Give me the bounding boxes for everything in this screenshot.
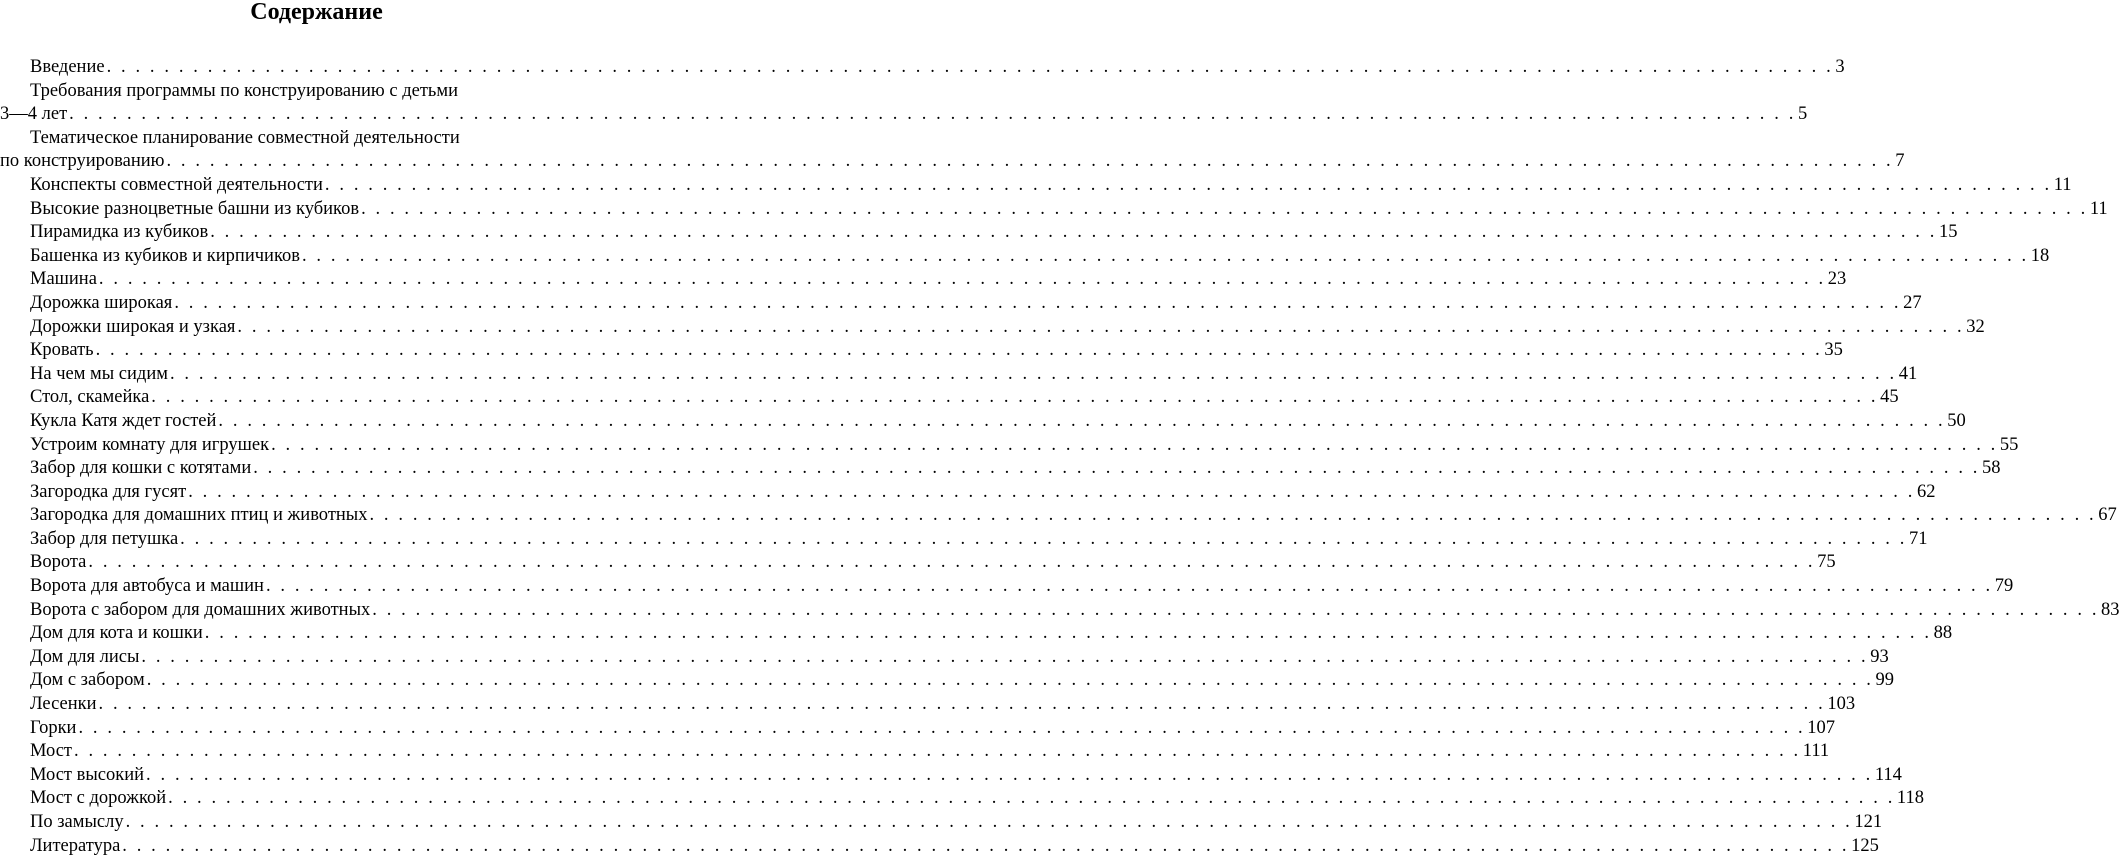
page-number: 125 xyxy=(1851,835,1879,856)
page-number: 7 xyxy=(1895,151,1905,172)
toc-line xyxy=(0,457,2001,481)
toc-line xyxy=(0,410,1966,434)
entry-title: Устроим комнату для игрушек xyxy=(30,434,270,455)
toc-entry[interactable] xyxy=(0,599,2120,623)
entry-title: Мост высокий xyxy=(30,764,145,785)
dot-leader: . . . . . . . . . . . . . . . . . . . . . . . . . . . . . . . . . . . . . . . . . . . . . . . . . . . . . . . . . . . . . . . . . . . . . . . . . . . . . . . . . . . . . . . . . . . . . . . . . . . . . . . . . . . . . . . . . . . . . . . . xyxy=(69,104,1796,125)
toc-line xyxy=(0,292,1922,316)
toc-entry[interactable] xyxy=(0,386,1899,410)
entry-title: Забор для петушка xyxy=(30,528,179,549)
entry-title: Башенка из кубиков и кирпичиков xyxy=(30,245,300,266)
dot-leader: . . . . . . . . . . . . . . . . . . . . . . . . . . . . . . . . . . . . . . . . . . . . . . . . . . . . . . . . . . . . . . . . . . . . . . . . . . . . . . . . . . . . . . . . . . . . . . . . . . . . . . . . . . . . . . . . . . . . . . . . xyxy=(301,245,2029,266)
page-number: 15 xyxy=(1938,222,1958,243)
entry-title: Кровать xyxy=(30,340,94,361)
dot-leader: . . . . . . . . . . . . . . . . . . . . . . . . . . . . . . . . . . . . . . . . . . . . . . . . . . . . . . . . . . . . . . . . . . . . . . . . . . . . . . . . . . . . . . . . . . . . . . . . . . . . . . . . . . . . . . . . . . . . . . . . xyxy=(125,812,1853,832)
toc-entry[interactable] xyxy=(0,717,1835,741)
toc-entry[interactable] xyxy=(0,410,1966,434)
toc-line xyxy=(0,386,1899,410)
page-number: 107 xyxy=(1807,717,1835,738)
toc-line xyxy=(0,221,1958,245)
page-number: 23 xyxy=(1827,269,1847,290)
toc-line xyxy=(0,551,1836,575)
dot-leader: . . . . . . . . . . . . . . . . . . . . . . . . . . . . . . . . . . . . . . . . . . . . . . . . . . . . . . . . . . . . . . . . . . . . . . . . . . . . . . . . . . . . . . . . . . . . . . . . . . . . . . . . . . . . . . . . . . . . . . . . xyxy=(218,410,1946,431)
toc-line xyxy=(0,646,1889,670)
entry-title: Тематическое планирование совместной деятельности xyxy=(30,127,460,148)
toc-entry[interactable] xyxy=(0,528,1928,552)
dot-leader: . . . . . . . . . . . . . . . . . . . . . . . . . . . . . . . . . . . . . . . . . . . . . . . . . . . . . . . . . . . . . . . . . . . . . . . . . . . . . . . . . . . . . . . . . . . . . . . . . . . . . . . . . . . . . . . . . . . . . . . . xyxy=(188,481,1915,502)
page-number: 11 xyxy=(2053,174,2072,195)
page-number: 45 xyxy=(1880,387,1899,408)
dot-leader: . . . . . . . . . . . . . . . . . . . . . . . . . . . . . . . . . . . . . . . . . . . . . . . . . . . . . . . . . . . . . . . . . . . . . . . . . . . . . . . . . . . . . . . . . . . . . . . . . . . . . . . . . . . . . . . . . . . . . . . . xyxy=(146,670,1874,691)
entry-title: Забор для кошки с котятами xyxy=(30,458,252,479)
toc-entry[interactable] xyxy=(0,457,2001,481)
page-number: 55 xyxy=(1999,434,2019,455)
page-number: 5 xyxy=(1797,104,1808,125)
entry-title: Пирамидка из кубиков xyxy=(30,222,209,243)
dot-leader: . . . . . . . . . . . . . . . . . . . . . . . . . . . . . . . . . . . . . . . . . . . . . . . . . . . . . . . . . . . . . . . . . . . . . . . . . . . . . . . . . . . . . . . . . . . . . . . . . . . . . . . . . . . . . . . . . . . . . . . . xyxy=(361,198,2088,219)
entry-title: Введение xyxy=(30,57,105,77)
toc-line xyxy=(0,835,1879,858)
toc-line xyxy=(0,103,1808,127)
entry-title: Дом для кота и кошки xyxy=(30,623,203,644)
toc-entry[interactable] xyxy=(0,764,1902,788)
toc-line xyxy=(0,622,1953,646)
dot-leader: . . . . . . . . . . . . . . . . . . . . . . . . . . . . . . . . . . . . . . . . . . . . . . . . . . . . . . . . . . . . . . . . . . . . . . . . . . . . . . . . . . . . . . . . . . . . . . . . . . . . . . . . . . . . . . . . . . . . . . . . xyxy=(271,434,1998,455)
toc-entry[interactable] xyxy=(0,740,1830,764)
toc-line xyxy=(0,150,1905,174)
dot-leader: . . . . . . . . . . . . . . . . . . . . . . . . . . . . . . . . . . . . . . . . . . . . . . . . . . . . . . . . . . . . . . . . . . . . . . . . . . . . . . . . . . . . . . . . . . . . . . . . . . . . . . . . . . . . . . . . . . . . . . . . xyxy=(74,741,1801,762)
page-number: 41 xyxy=(1898,363,1918,384)
page-number: 114 xyxy=(1874,764,1902,785)
dot-leader: . . . . . . . . . . . . . . . . . . . . . . . . . . . . . . . . . . . . . . . . . . . . . . . . . . . . . . . . . . . . . . . . . . . . . . . . . . . . . . . . . . . . . . . . . . . . . . . . . . . . . . . . . . . . . . . . . . . . . . . . xyxy=(324,174,2052,195)
dot-leader: . . . . . . . . . . . . . . . . . . . . . . . . . . . . . . . . . . . . . . . . . . . . . . . . . . . . . . . . . . . . . . . . . . . . . . . . . . . . . . . . . . . . . . . . . . . . . . . . . . . . . . . . . . . . . . . . . . . . . . . . xyxy=(122,835,1850,856)
toc-line xyxy=(0,669,1895,693)
entry-title: Дорожки широкая и узкая xyxy=(30,316,236,337)
entry-title: Ворота с забором для домашних животных xyxy=(30,599,371,620)
page-number: 27 xyxy=(1903,292,1922,313)
entry-title: Мост xyxy=(30,741,72,762)
toc-line xyxy=(0,811,1883,835)
toc-line xyxy=(0,316,1985,340)
dot-leader: . . . . . . . . . . . . . . . . . . . . . . . . . . . . . . . . . . . . . . . . . . . . . . . . . . . . . . . . . . . . . . . . . . . . . . . . . . . . . . . . . . . . . . . . . . . . . . . . . . . . . . . . . . . . . . . . . . . . . . . . xyxy=(146,764,1873,785)
page-number: 121 xyxy=(1854,812,1883,832)
toc-line xyxy=(0,717,1835,741)
entry-title: На чем мы сидим xyxy=(30,363,168,384)
entry-title: Дом с забором xyxy=(30,670,145,691)
page-number: 88 xyxy=(1933,623,1953,644)
toc-entry[interactable] xyxy=(0,669,1895,693)
dot-leader: . . . . . . . . . . . . . . . . . . . . . . . . . . . . . . . . . . . . . . . . . . . . . . . . . . . . . . . . . . . . . . . . . . . . . . . . . . . . . . . . . . . . . . . . . . . . . . . . . . . . . . . . . . . . . . . . . . . . . . . . xyxy=(106,57,1834,77)
page-title: Содержание xyxy=(250,0,383,25)
entry-title: Конспекты совместной деятельности xyxy=(30,174,323,195)
toc-entry[interactable] xyxy=(0,504,2117,528)
entry-title: Кукла Катя ждет гостей xyxy=(30,410,217,431)
dot-leader: . . . . . . . . . . . . . . . . . . . . . . . . . . . . . . . . . . . . . . . . . . . . . . . . . . . . . . . . . . . . . . . . . . . . . . . . . . . . . . . . . . . . . . . . . . . . . . . . . . . . . . . . . . . . . . . . . . . . . . . . xyxy=(141,646,1869,667)
page-number: 118 xyxy=(1896,788,1924,809)
page-number: 79 xyxy=(1994,576,2014,597)
dot-leader: . . . . . . . . . . . . . . . . . . . . . . . . . . . . . . . . . . . . . . . . . . . . . . . . . . . . . . . . . . . . . . . . . . . . . . . . . . . . . . . . . . . . . . . . . . . . . . . . . . . . . . . . . . . . . . . . . . . . . . . . xyxy=(253,458,1981,479)
toc-line xyxy=(0,575,2014,599)
toc-entry[interactable] xyxy=(0,693,1856,717)
page-number: 83 xyxy=(2101,599,2120,620)
toc-line xyxy=(0,599,2120,623)
dot-leader: . . . . . . . . . . . . . . . . . . . . . . . . . . . . . . . . . . . . . . . . . . . . . . . . . . . . . . . . . . . . . . . . . . . . . . . . . . . . . . . . . . . . . . . . . . . . . . . . . . . . . . . . . . . . . . . . . . . . . . . . xyxy=(95,340,1823,361)
dot-leader: . . . . . . . . . . . . . . . . . . . . . . . . . . . . . . . . . . . . . . . . . . . . . . . . . . . . . . . . . . . . . . . . . . . . . . . . . . . . . . . . . . . . . . . . . . . . . . . . . . . . . . . . . . . . . . . . . . . . . . . . xyxy=(169,363,1897,384)
page-number: 3 xyxy=(1835,57,1845,77)
toc-entry[interactable] xyxy=(0,316,1985,340)
toc-entry[interactable] xyxy=(0,787,1924,811)
toc-entry[interactable] xyxy=(0,575,2014,599)
page-number: 67 xyxy=(2098,505,2117,526)
dot-leader: . . . . . . . . . . . . . . . . . . . . . . . . . . . . . . . . . . . . . . . . . . . . . . . . . . . . . . . . . . . . . . . . . . . . . . . . . . . . . . . . . . . . . . . . . . . . . . . . . . . . . . . . . . . . . . . . . . . . . . . . xyxy=(210,222,1937,243)
toc-entry[interactable] xyxy=(0,127,1905,174)
entry-title: Машина xyxy=(30,269,97,290)
toc-line xyxy=(0,693,1856,717)
page-number: 111 xyxy=(1802,741,1830,762)
toc-line xyxy=(0,434,2019,458)
toc-entry[interactable] xyxy=(0,221,1958,245)
toc-entry[interactable] xyxy=(0,646,1889,670)
entry-title: По замыслу xyxy=(30,812,124,832)
page-number: 32 xyxy=(1966,316,1985,337)
toc-line xyxy=(0,481,1936,505)
dot-leader: . . . . . . . . . . . . . . . . . . . . . . . . . . . . . . . . . . . . . . . . . . . . . . . . . . . . . . . . . . . . . . . . . . . . . . . . . . . . . . . . . . . . . . . . . . . . . . . . . . . . . . . . . . . . . . . . . . . . . . . . xyxy=(166,151,1894,172)
page-number: 75 xyxy=(1817,552,1836,573)
toc-entry[interactable] xyxy=(0,481,1936,505)
toc-line xyxy=(0,268,1847,292)
toc-entry[interactable] xyxy=(0,56,1845,80)
dot-leader: . . . . . . . . . . . . . . . . . . . . . . . . . . . . . . . . . . . . . . . . . . . . . . . . . . . . . . . . . . . . . . . . . . . . . . . . . . . . . . . . . . . . . . . . . . . . . . . . . . . . . . . . . . . . . . . . . . . . . . . . xyxy=(98,694,1826,715)
toc-entry[interactable] xyxy=(0,811,1883,835)
page-number: 50 xyxy=(1947,410,1966,431)
entry-title: Дорожка широкая xyxy=(30,292,173,313)
toc-line xyxy=(0,174,2072,198)
toc-line xyxy=(0,56,1845,80)
toc-entry[interactable] xyxy=(0,245,2050,269)
entry-title-continuation: 3—4 лет xyxy=(0,104,68,125)
toc-line xyxy=(0,339,1843,363)
page-number: 11 xyxy=(2089,198,2108,219)
entry-title: Стол, скамейка xyxy=(30,387,150,408)
toc-entry[interactable] xyxy=(0,174,2072,198)
toc-entry[interactable] xyxy=(0,835,1879,858)
dot-leader: . . . . . . . . . . . . . . . . . . . . . . . . . . . . . . . . . . . . . . . . . . . . . . . . . . . . . . . . . . . . . . . . . . . . . . . . . . . . . . . . . . . . . . . . . . . . . . . . . . . . . . . . . . . . . . . . . . . . . . . . xyxy=(265,576,1993,597)
toc-line xyxy=(0,787,1924,811)
toc-line xyxy=(0,80,632,104)
entry-title: Загородка для домашних птиц и животных xyxy=(30,505,368,526)
toc-line xyxy=(0,528,1928,552)
dot-leader: . . . . . . . . . . . . . . . . . . . . . . . . . . . . . . . . . . . . . . . . . . . . . . . . . . . . . . . . . . . . . . . . . . . . . . . . . . . . . . . . . . . . . . . . . . . . . . . . . . . . . . . . . . . . . . . . . . . . . . . . xyxy=(372,599,2100,620)
toc-line xyxy=(0,198,2108,222)
dot-leader: . . . . . . . . . . . . . . . . . . . . . . . . . . . . . . . . . . . . . . . . . . . . . . . . . . . . . . . . . . . . . . . . . . . . . . . . . . . . . . . . . . . . . . . . . . . . . . . . . . . . . . . . . . . . . . . . . . . . . . . . xyxy=(237,316,1965,337)
dot-leader: . . . . . . . . . . . . . . . . . . . . . . . . . . . . . . . . . . . . . . . . . . . . . . . . . . . . . . . . . . . . . . . . . . . . . . . . . . . . . . . . . . . . . . . . . . . . . . . . . . . . . . . . . . . . . . . . . . . . . . . . xyxy=(204,623,1932,644)
entry-title: Высокие разноцветные башни из кубиков xyxy=(30,198,360,219)
page-number: 99 xyxy=(1875,670,1895,691)
page-number: 71 xyxy=(1908,528,1928,549)
entry-title: Загородка для гусят xyxy=(30,481,187,502)
dot-leader: . . . . . . . . . . . . . . . . . . . . . . . . . . . . . . . . . . . . . . . . . . . . . . . . . . . . . . . . . . . . . . . . . . . . . . . . . . . . . . . . . . . . . . . . . . . . . . . . . . . . . . . . . . . . . . . . . . . . . . . . xyxy=(88,552,1816,573)
entry-title: Литература xyxy=(30,835,121,856)
toc-line xyxy=(0,245,2050,269)
dot-leader: . . . . . . . . . . . . . . . . . . . . . . . . . . . . . . . . . . . . . . . . . . . . . . . . . . . . . . . . . . . . . . . . . . . . . . . . . . . . . . . . . . . . . . . . . . . . . . . . . . . . . . . . . . . . . . . . . . . . . . . . xyxy=(78,717,1806,738)
toc-entry[interactable] xyxy=(0,339,1843,363)
toc-entry[interactable] xyxy=(0,292,1922,316)
dot-leader: . . . . . . . . . . . . . . . . . . . . . . . . . . . . . . . . . . . . . . . . . . . . . . . . . . . . . . . . . . . . . . . . . . . . . . . . . . . . . . . . . . . . . . . . . . . . . . . . . . . . . . . . . . . . . . . . . . . . . . . . xyxy=(168,788,1895,809)
dot-leader: . . . . . . . . . . . . . . . . . . . . . . . . . . . . . . . . . . . . . . . . . . . . . . . . . . . . . . . . . . . . . . . . . . . . . . . . . . . . . . . . . . . . . . . . . . . . . . . . . . . . . . . . . . . . . . . . . . . . . . . . xyxy=(151,387,1879,408)
toc-entry[interactable] xyxy=(0,622,1953,646)
page-number: 62 xyxy=(1916,481,1936,502)
dot-leader: . . . . . . . . . . . . . . . . . . . . . . . . . . . . . . . . . . . . . . . . . . . . . . . . . . . . . . . . . . . . . . . . . . . . . . . . . . . . . . . . . . . . . . . . . . . . . . . . . . . . . . . . . . . . . . . . . . . . . . . . xyxy=(180,528,1907,549)
toc-entry[interactable] xyxy=(0,80,1808,127)
toc-line xyxy=(0,764,1902,788)
toc-line xyxy=(0,740,1830,764)
dot-leader: . . . . . . . . . . . . . . . . . . . . . . . . . . . . . . . . . . . . . . . . . . . . . . . . . . . . . . . . . . . . . . . . . . . . . . . . . . . . . . . . . . . . . . . . . . . . . . . . . . . . . . . . . . . . . . . . . . . . . . . . xyxy=(369,505,2097,526)
toc-entry[interactable] xyxy=(0,551,1836,575)
toc-entry[interactable] xyxy=(0,268,1847,292)
toc-line xyxy=(0,504,2117,528)
page-number: 93 xyxy=(1870,646,1889,667)
entry-title: Ворота для автобуса и машин xyxy=(30,576,264,597)
entry-title: Требования программы по конструированию с детьми xyxy=(30,80,458,101)
page-number: 18 xyxy=(2030,245,2050,266)
toc-line xyxy=(0,127,632,151)
entry-title: Ворота xyxy=(30,552,87,573)
entry-title: Лесенки xyxy=(30,694,97,715)
entry-title: Мост с дорожкой xyxy=(30,788,167,809)
page-number: 103 xyxy=(1827,694,1856,715)
toc-line xyxy=(0,363,1918,387)
toc-entry[interactable] xyxy=(0,198,2108,222)
dot-leader: . . . . . . . . . . . . . . . . . . . . . . . . . . . . . . . . . . . . . . . . . . . . . . . . . . . . . . . . . . . . . . . . . . . . . . . . . . . . . . . . . . . . . . . . . . . . . . . . . . . . . . . . . . . . . . . . . . . . . . . . xyxy=(174,292,1902,313)
toc-entry[interactable] xyxy=(0,363,1918,387)
table-of-contents xyxy=(0,56,2120,858)
entry-title-continuation: по конструированию xyxy=(0,151,165,172)
dot-leader: . . . . . . . . . . . . . . . . . . . . . . . . . . . . . . . . . . . . . . . . . . . . . . . . . . . . . . . . . . . . . . . . . . . . . . . . . . . . . . . . . . . . . . . . . . . . . . . . . . . . . . . . . . . . . . . . . . . . . . . . xyxy=(98,269,1826,290)
toc-entry[interactable] xyxy=(0,434,2019,458)
entry-title: Горки xyxy=(30,717,77,738)
page-number: 35 xyxy=(1824,340,1843,361)
entry-title: Дом для лисы xyxy=(30,646,140,667)
page-number: 58 xyxy=(1982,458,2001,479)
